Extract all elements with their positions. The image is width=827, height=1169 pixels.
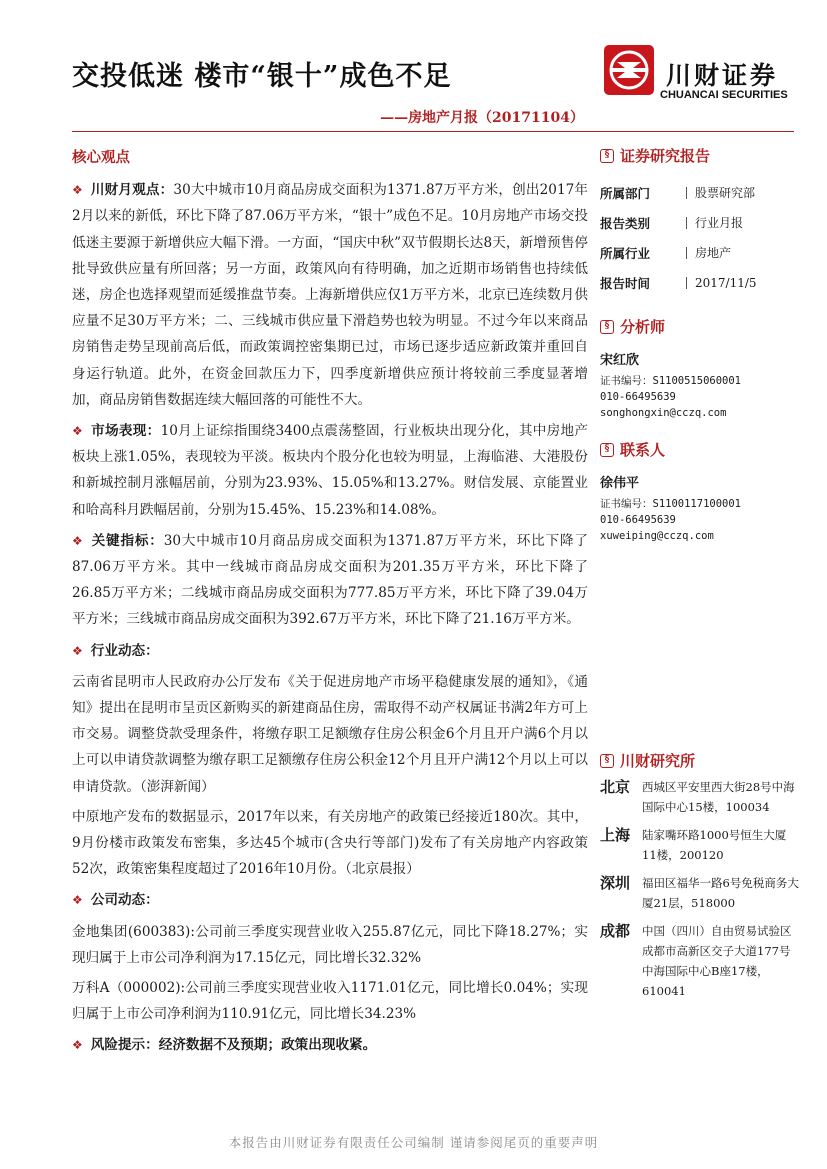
key-indicators-paragraph	[72, 528, 588, 633]
industry-news-paragraph: 云南省昆明市人民政府办公厅发布《关于促进房地产市场平稳健康发展的通知》，《通知》提出在昆明市呈贡区新购买的新建商品住房，需取得不动产权属证书满2年方可上市交易。调整贷款受理条件，将缴存职工足额缴存住房公积金6个月且开户满6个月以上可以申请贷款调整为缴存职工足额缴存住房公积金12个月且开户满12个月以上可以申请贷款。（澎湃新闻）	[72, 673, 588, 795]
analyst-card	[600, 349, 800, 421]
office-city: 成都	[600, 922, 631, 940]
report-subtitle: ——房地产月报（20171104）	[380, 110, 584, 126]
meta-row	[600, 268, 800, 298]
logo-square-icon: §	[600, 754, 614, 768]
office-city: 北京	[600, 778, 631, 796]
meta-value: 行业月报	[686, 217, 743, 229]
meta-row	[600, 238, 800, 268]
market-performance-lead: 市场表现：	[91, 423, 161, 440]
company-news-heading-row	[72, 887, 588, 913]
analyst-name: 宋红欣	[600, 353, 640, 368]
main-column	[72, 145, 588, 1063]
header-divider	[72, 131, 794, 132]
contact-phone: 010-66495639	[600, 514, 676, 526]
meta-value: 2017/11/5	[686, 277, 757, 289]
industry-news-heading-row	[72, 638, 588, 664]
industry-news-paragraph: 中原地产发布的数据显示，2017年以来，有关房地产的政策已经接近180次。其中，9月份楼市政策发布密集，多达45个城市(含央行等部门)发布了有关房地产内容政策52次，政策密集程度超过了2016年10月份。（北京晨报）	[72, 808, 588, 878]
office-address: 中国（四川）自由贸易试验区成都市高新区交子大道177号中海国际中心B座17楼，610041	[642, 924, 792, 998]
company-news-heading: 公司动态：	[90, 892, 159, 909]
market-performance-paragraph	[72, 418, 588, 523]
contact-heading: § 联系人	[600, 439, 800, 460]
meta-key: 所属行业	[600, 246, 651, 261]
diamond-bullet-icon: ❖	[72, 1037, 83, 1052]
diamond-bullet-icon: ❖	[72, 424, 84, 439]
monthly-view-paragraph	[72, 177, 588, 413]
meta-key: 所属部门	[600, 186, 651, 201]
chuancai-logo-icon	[603, 44, 655, 96]
office-row	[600, 777, 800, 817]
market-performance-body: 10月上证综指围绕3400点震荡整固，行业板块出现分化，其中房地产板块上涨1.05%，表现较为平淡。板块内个股分化也较为明显，上海临港、大港股份和新城控制月涨幅居前，分别为23.93%、15.05%和13.27%。财信发展、京能置业和哈高科月跌幅居前，分别为15.45%、15.23%和14.08%。	[72, 423, 589, 518]
office-city: 上海	[600, 826, 631, 844]
diamond-bullet-icon: ❖	[72, 533, 84, 548]
sidebar	[600, 145, 800, 1009]
monthly-view-lead: 川财月观点：	[90, 182, 174, 199]
analyst-cert: 证书编号：S1100515060001	[600, 375, 742, 387]
footer-disclaimer: 本报告由川财证券有限责任公司编制 谨请参阅尾页的重要声明	[228, 1135, 599, 1150]
key-indicators-lead: 关键指标：	[91, 532, 164, 549]
logo-square-icon: §	[600, 149, 614, 163]
contact-card	[600, 472, 800, 544]
logo-square-icon: §	[600, 320, 614, 334]
contact-name: 徐伟平	[600, 476, 640, 491]
analyst-phone: 010-66495639	[600, 391, 676, 403]
page-title: 交投低迷 楼市“银十”成色不足	[72, 61, 452, 92]
office-row	[600, 873, 800, 913]
office-address: 福田区福华一路6号免税商务大厦21层，518000	[642, 876, 799, 910]
industry-news-heading: 行业动态：	[90, 642, 159, 659]
logo-text-cn: 川财证券	[666, 61, 779, 90]
company-news-paragraph: 金地集团(600383):公司前三季度实现营业收入255.87亿元，同比下降18.27%；实现归属于上市公司净利润为17.15亿元，同比增长32.32%	[72, 923, 588, 966]
office-row	[600, 825, 800, 865]
risk-warning-row	[72, 1032, 588, 1058]
diamond-bullet-icon: ❖	[72, 893, 83, 908]
meta-row	[600, 208, 800, 238]
meta-value: 房地产	[686, 247, 731, 259]
key-indicators-body: 30大中城市10月商品房成交面积为1371.87万平方米，环比下降了87.06万平方米。其中一线城市商品房成交面积为201.35万平方米，环比下降了26.85万平方米；二线城市商品房成交面积为777.85万平方米，环比下降了39.04万平方米；三线城市商品房成交面积为392.67万平方米，环比下降了21.16万平方米。	[72, 532, 589, 628]
analyst-email[interactable]: songhongxin@cczq.com	[600, 407, 727, 419]
institute-heading: § 川财研究所	[600, 750, 800, 771]
risk-warning: 风险提示：经济数据不及预期；政策出现收紧。	[90, 1036, 377, 1053]
monthly-view-body: 30大中城市10月商品房成交面积为1371.87万平方米，创出2017年2月以来的新低，环比下降了87.06万平方米，“银十”成色不足。10月房地产市场交投低迷主要源于新增供应大幅下滑。一方面，“国庆中秋”双节假期长达8天，新增预售停批导致供应量有所回落；另一方面，政策风向有待明确，加之近期市场销售也持续低迷，房企也选择观望而延缓推盘节奏。上海新增供应仅1万平方米，北京已连续数月供应量不足30万平方米；二、三线城市供应量下滑趋势也较为明显。不过今年以来商品房销售走势呈现前高后低，而政策调控密集期已过，市场已逐步适应新政策并重回自身运行轨道。此外，在资金回款压力下，四季度新增供应预计将较前三季度显著增加，商品房销售数据连续大幅回落的可能性不大。	[72, 182, 589, 408]
analyst-heading: § 分析师	[600, 316, 800, 337]
report-heading: § 证券研究报告	[600, 145, 800, 166]
office-address: 陆家嘴环路1000号恒生大厦11楼，200120	[642, 828, 787, 862]
contact-cert: 证书编号：S1100117100001	[600, 498, 742, 510]
office-row	[600, 921, 800, 1001]
company-news-paragraph: 万科A（000002):公司前三季度实现营业收入1171.01亿元，同比增长0.04%；实现归属于上市公司净利润为110.91亿元，同比增长34.23%	[72, 980, 588, 1023]
contact-email[interactable]: xuweiping@cczq.com	[600, 530, 714, 542]
meta-value: 股票研究部	[686, 187, 755, 199]
meta-key: 报告类别	[600, 216, 651, 231]
core-view-heading: 核心观点	[72, 149, 130, 166]
office-city: 深圳	[600, 874, 631, 892]
logo-text-en: CHUANCAI SECURITIES	[660, 89, 788, 101]
office-address: 西城区平安里西大街28号中海国际中心15楼，100034	[642, 780, 795, 814]
diamond-bullet-icon: ❖	[72, 643, 83, 658]
logo-square-icon: §	[600, 443, 614, 457]
meta-row	[600, 178, 800, 208]
meta-key: 报告时间	[600, 276, 651, 291]
diamond-bullet-icon: ❖	[72, 183, 83, 198]
